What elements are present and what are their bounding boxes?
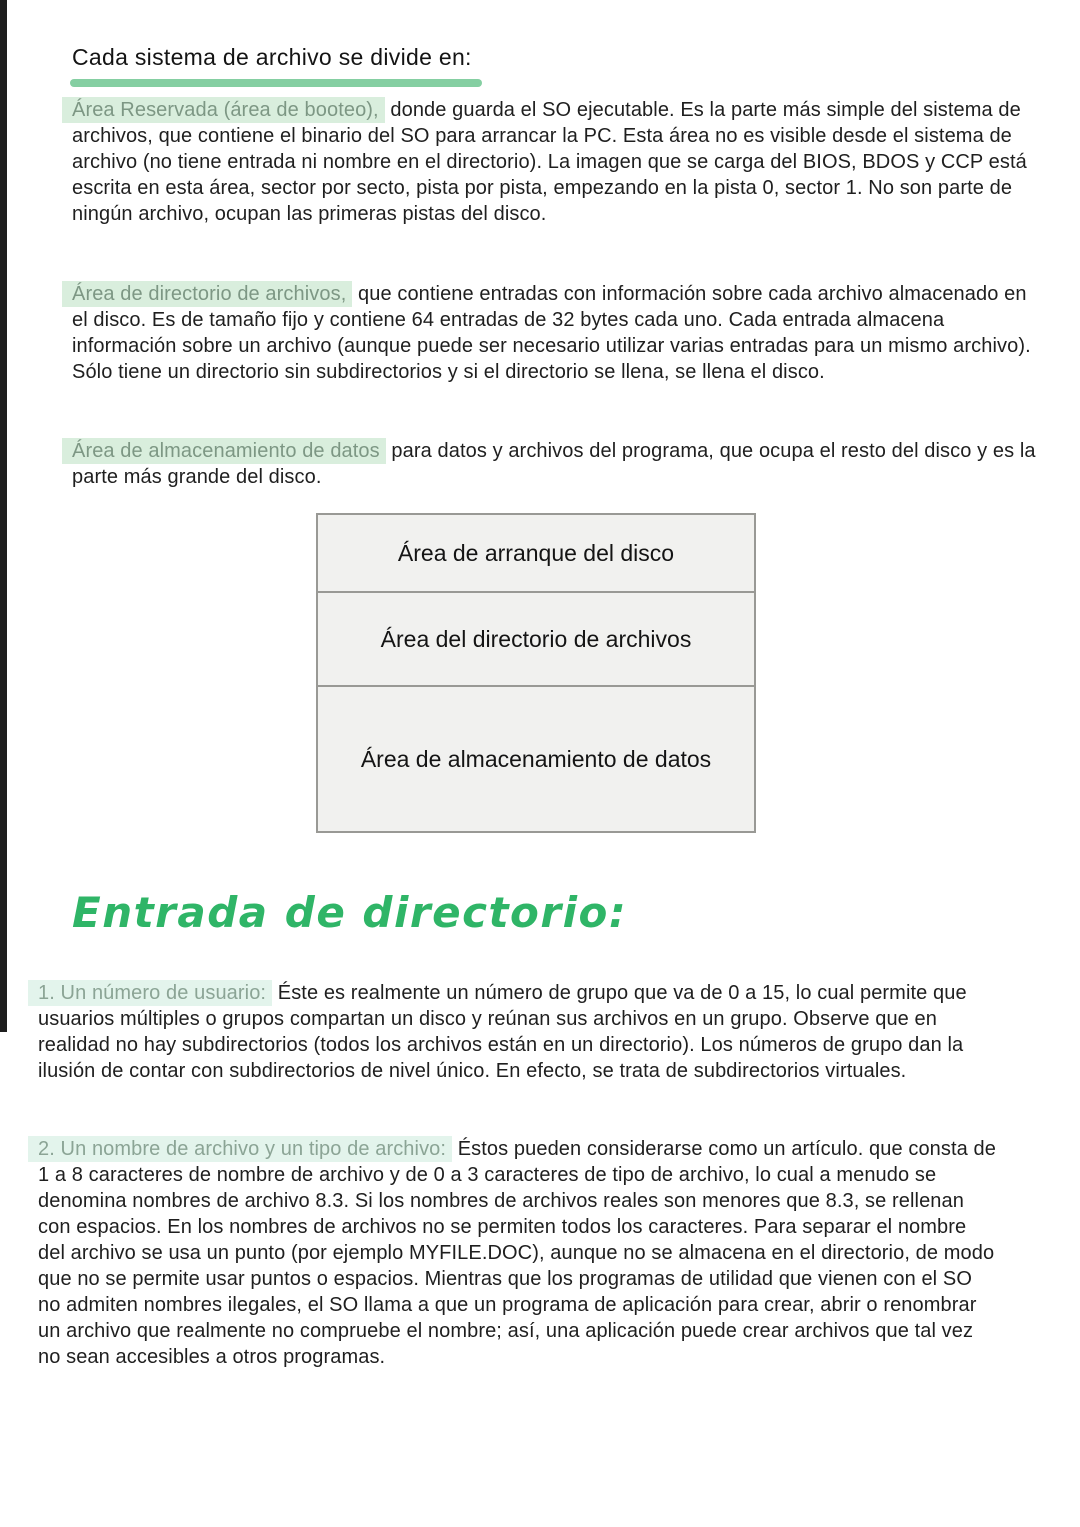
paragraph-body: donde guarda el SO ejecutable. Es la parte más simple del sistema de archivos, que contiene el binario del SO para arrancar la PC. Esta área no es visible desde el sistema de archivo (no tiene entrada ni nombre en el directorio). La imagen que se carga del BIOS, BDOS y CCP está escrita en esta área, sector por secto, pista por pista, empezando en la pista 0, sector 1. No son parte de ningún archivo, ocupan las primeras pistas del disco. <box>72 99 1027 225</box>
diagram-box-directory-area: Área del directorio de archivos <box>316 591 756 687</box>
paragraph-area-reservada <box>72 97 1037 227</box>
paragraph-body: para datos y archivos del programa, que ocupa el resto del disco y es la parte más grande del disco. <box>72 440 1036 488</box>
entry-item-body: Éstos pueden considerarse como un artículo. que consta de 1 a 8 caracteres de nombre de archivo y de 0 a 3 caracteres de tipo de archivo, lo cual a menudo se denomina nombres de archivo 8.3. Si los nombres de archivos reales son menores que 8.3, se rellenan con espacios. En los nombres de archivos no se permiten todos los caracteres. Para separar el nombre del archivo se usa un punto (por ejemplo MYFILE.DOC), aunque no se almacena en el directorio, de modo que no se permite usar puntos o espacios. Mientras que los programas de utilidad que vienen con el SO no admiten nombres ilegales, el SO llama a que un programa de aplicación para crear, abrir o renombrar un archivo que realmente no compruebe el nombre; así, una aplicación puede crear archivos que tal vez no sean accesibles a otros programas. <box>38 1138 996 1368</box>
heading-underline <box>70 79 482 87</box>
entry-item-body: Éste es realmente un número de grupo que va de 0 a 15, lo cual permite que usuarios múltiples o grupos compartan un disco y reúnan sus archivos en un grupo. Observe que en realidad no hay subdirectorios (todos los archivos están en un directorio). Los números de grupo dan la ilusión de contar con subdirectorios de nivel único. En efecto, se trata de subdirectorios virtuales. <box>38 982 967 1082</box>
division-heading: Cada sistema de archivo se divide en: <box>72 44 472 70</box>
disk-layout-diagram <box>316 513 756 833</box>
highlight-lead-user-number: 1. Un número de usuario: <box>28 980 272 1006</box>
page-edge-line <box>0 0 7 1032</box>
section-heading-entrada-directorio: Entrada de directorio: <box>72 888 628 937</box>
paragraph-body: que contiene entradas con información sobre cada archivo almacenado en el disco. Es de tamaño fijo y contiene 64 entradas de 32 bytes cada uno. Cada entrada almacena información sobre un archivo (aunque puede ser necesario utilizar varias entradas para un mismo archivo). Sólo tiene un directorio sin subdirectorios y si el directorio se llena, se llena el disco. <box>72 283 1031 383</box>
diagram-box-data-area: Área de almacenamiento de datos <box>316 685 756 833</box>
highlight-lead-area-almacenamiento: Área de almacenamiento de datos <box>62 438 386 464</box>
diagram-box-boot-area: Área de arranque del disco <box>316 513 756 593</box>
entry-item-filename-type <box>38 1136 998 1370</box>
paragraph-area-almacenamiento <box>72 438 1037 490</box>
highlight-lead-area-directorio: Área de directorio de archivos, <box>62 281 352 307</box>
paragraph-area-directorio <box>72 281 1037 385</box>
highlight-lead-area-reservada: Área Reservada (área de booteo), <box>62 97 385 123</box>
entry-item-user-number <box>38 980 998 1084</box>
highlight-lead-filename-type: 2. Un nombre de archivo y un tipo de archivo: <box>28 1136 452 1162</box>
